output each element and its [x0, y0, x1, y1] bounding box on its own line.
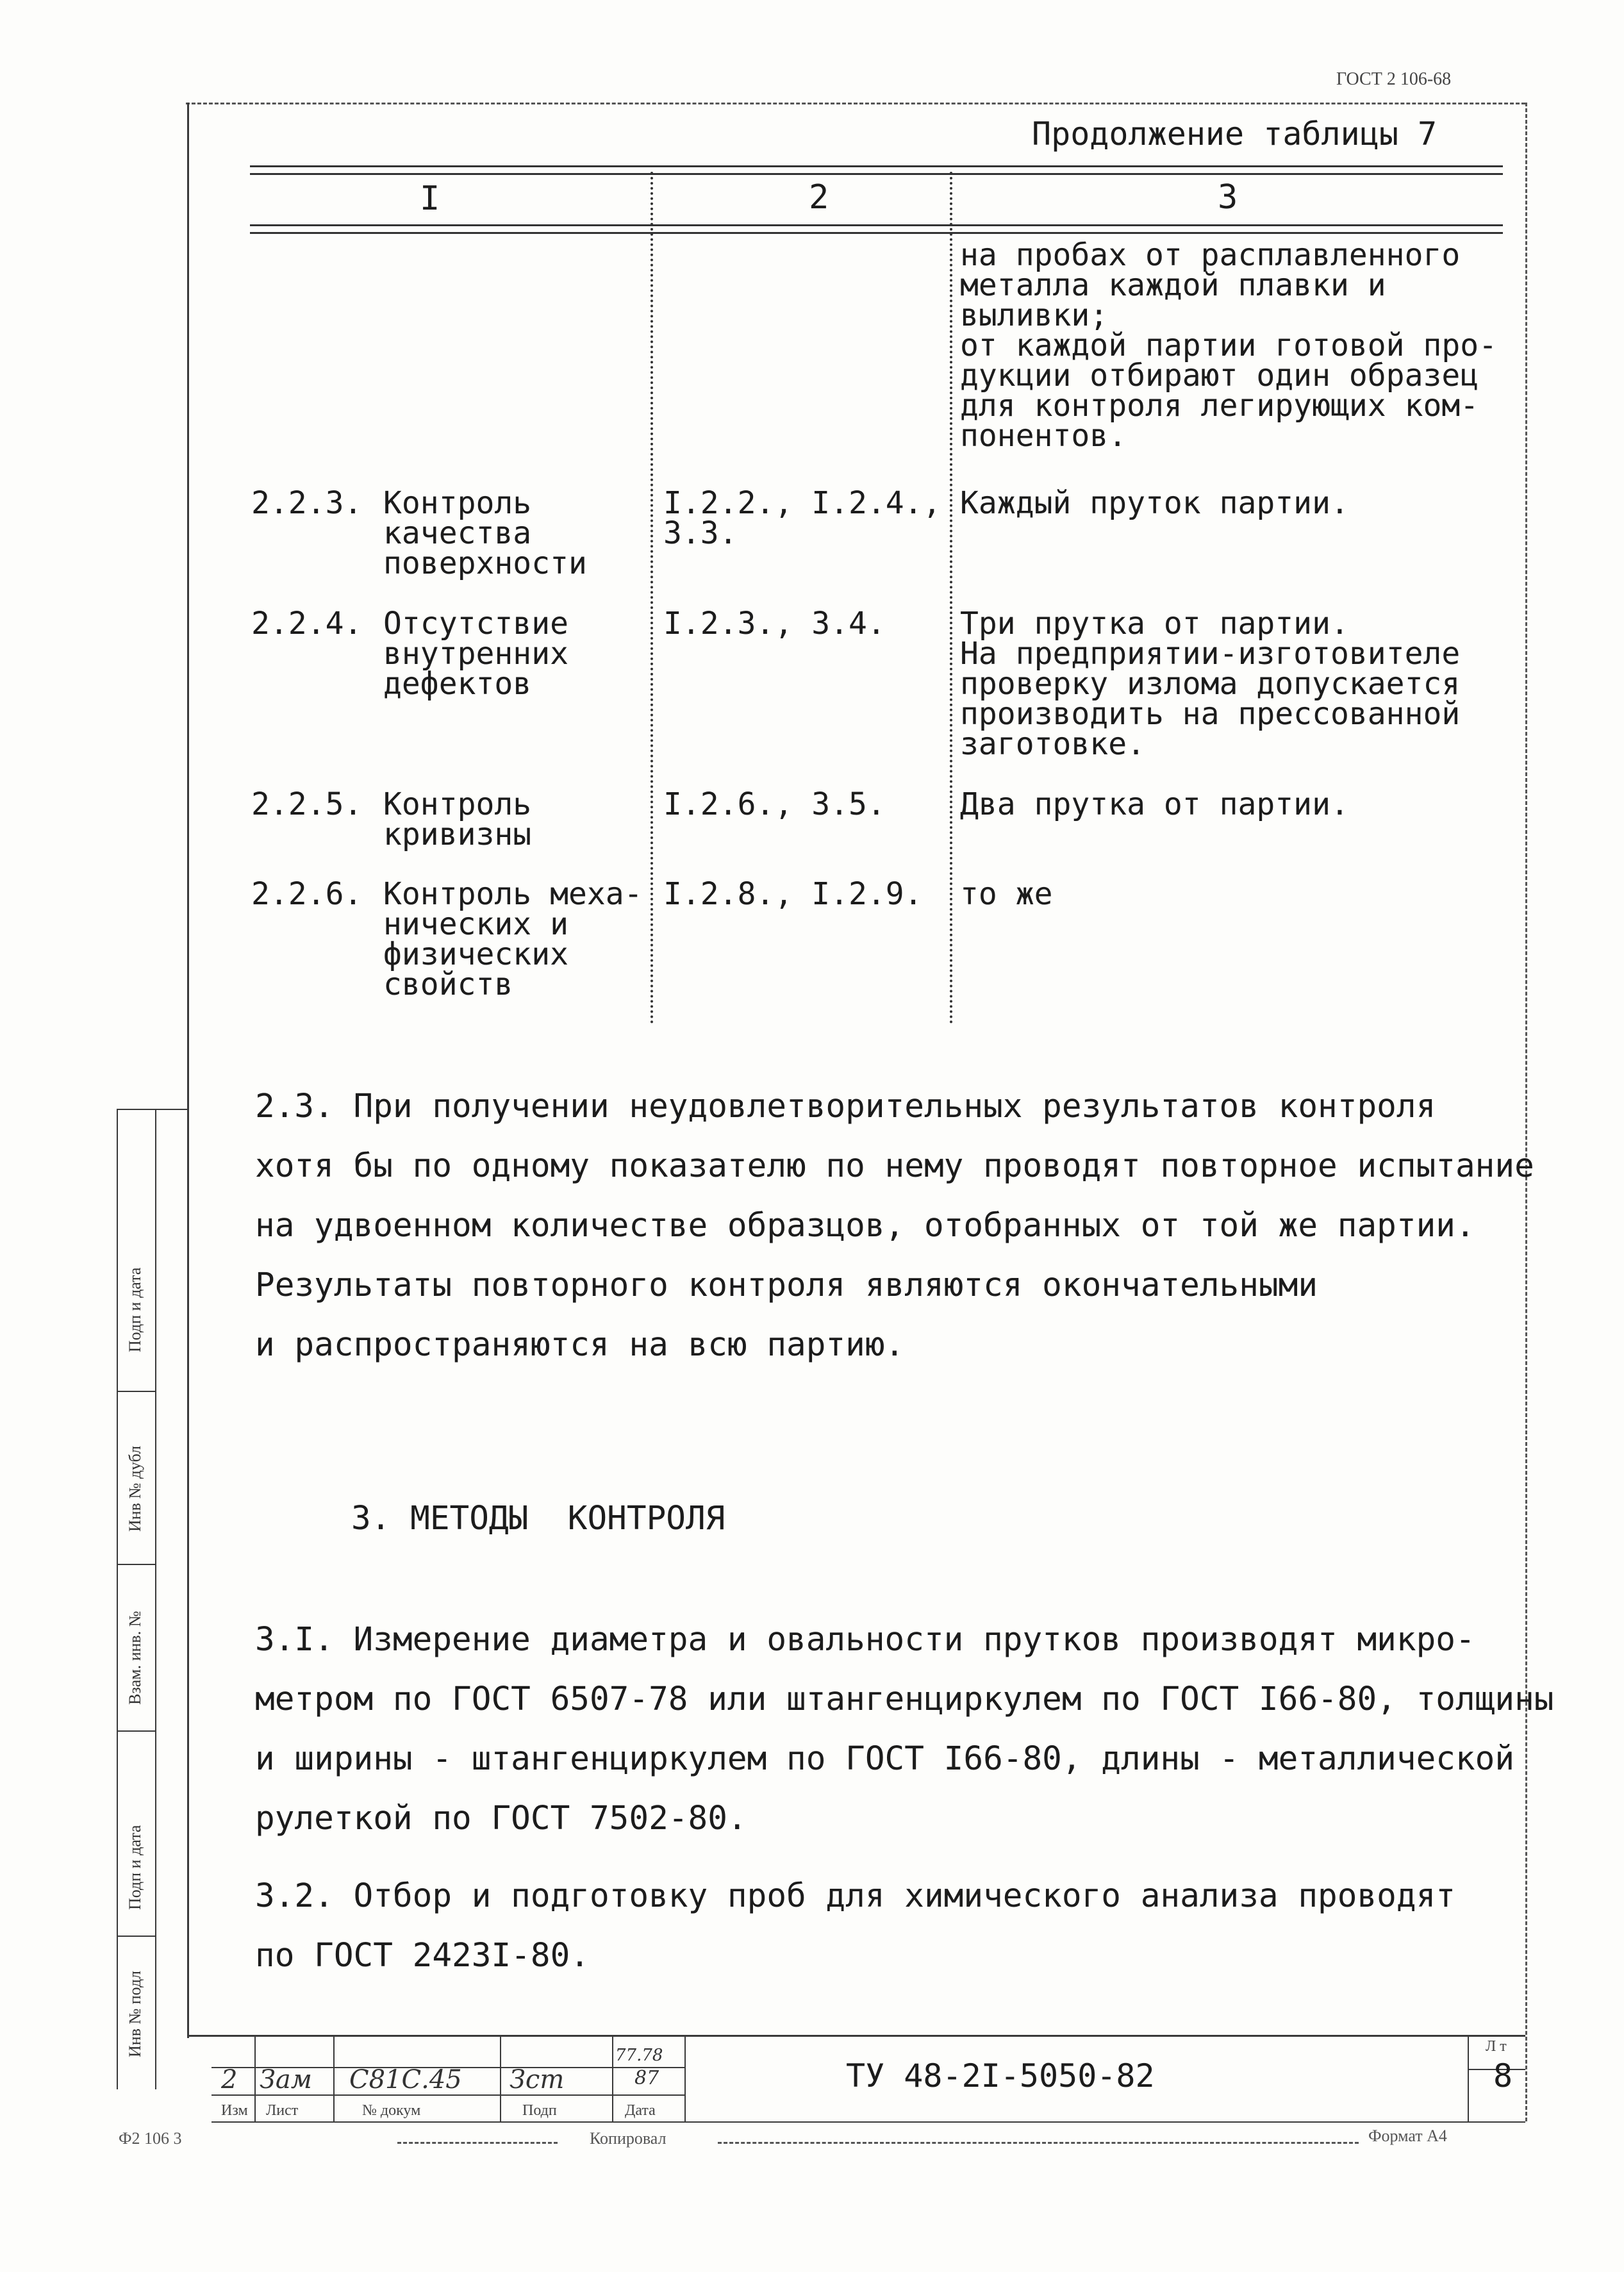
document-designation: ТУ 48-2I-5050-82 — [846, 2057, 1155, 2094]
margin-divider — [117, 1564, 155, 1565]
paragraph-line: хотя бы по одному показателю по нему проводят повторное испытание — [255, 1147, 1534, 1185]
title-block-row — [211, 2094, 686, 2096]
cell-text: свойств — [383, 966, 513, 1002]
form-number: Ф2 106 3 — [119, 2129, 182, 2148]
cell-text: физических — [383, 936, 568, 972]
paper-format: Формат А4 — [1368, 2127, 1447, 2145]
margin-label: Инв № дубл — [126, 1445, 144, 1532]
frame-left — [187, 103, 189, 2038]
paragraph-line: по ГОСТ 2423I-80. — [255, 1937, 590, 1975]
cell-text: Каждый пруток партии. — [960, 485, 1349, 521]
handwritten-entry: 77.78 — [615, 2046, 663, 2065]
title-block-label: Изм — [221, 2102, 248, 2119]
margin-label: Подп и дата — [126, 1267, 144, 1352]
column-header-3: 3 — [1218, 178, 1238, 217]
copied-by-label: Копировал — [590, 2129, 667, 2148]
cell-text: I.2.8., I.2.9. — [663, 876, 923, 912]
table-row-number: 2.2.4. — [251, 606, 363, 642]
table-row-note — [960, 786, 1349, 822]
section-2-3 — [255, 1077, 1534, 1375]
paragraph-line: на удвоенном количестве образцов, отобранных от той же партии. — [255, 1207, 1475, 1245]
title-block-col — [1468, 2035, 1469, 2121]
cell-text: 3.3. — [663, 515, 738, 551]
title-block-col — [333, 2035, 335, 2121]
table-row-refs — [663, 876, 923, 912]
cell-text: На предприятии-изготовителе — [960, 636, 1461, 672]
paragraph-line: 3.2. Отбор и подготовку проб для химического анализа проводят — [255, 1877, 1455, 1915]
title-block-label: Дата — [625, 2102, 656, 2119]
table-rule-header-bottom — [250, 224, 1503, 234]
cell-text: Отсутствие — [383, 606, 568, 642]
table-row-name — [383, 485, 587, 581]
handwritten-entry: С81С.45 — [349, 2065, 462, 2094]
margin-divider — [117, 1936, 155, 1937]
cell-text: кривизны — [383, 817, 532, 852]
cell-text: на пробах от расплавленного — [960, 237, 1461, 273]
gost-code: ГОСТ 2 106-68 — [1336, 69, 1452, 89]
cell-text: понентов. — [960, 418, 1127, 454]
paragraph-line: 3.I. Измерение диаметра и овальности прутков производят микро- — [255, 1621, 1475, 1659]
table-continuation-title: Продолжение таблицы 7 — [1032, 115, 1438, 153]
column-header-2: 2 — [809, 178, 829, 217]
cell-text: внутренних — [383, 636, 568, 672]
title-block-col — [500, 2035, 501, 2121]
margin-label: Инв № подл — [126, 1970, 144, 2057]
section-3-1 — [255, 1610, 1554, 1848]
title-block-col — [254, 2035, 256, 2121]
cell-text: дефектов — [383, 666, 532, 702]
column-separator-1 — [650, 172, 653, 1024]
table-row-number: 2.2.6. — [251, 876, 363, 912]
title-block-col — [612, 2035, 613, 2121]
margin-line — [155, 1109, 156, 2089]
cell-text: дукции отбирают один образец — [960, 358, 1479, 394]
sheet-label: Л т — [1486, 2038, 1507, 2055]
table-row-number: 2.2.3. — [251, 485, 363, 521]
table-row-name — [383, 786, 532, 852]
cell-text: I.2.3., 3.4. — [663, 606, 886, 642]
paragraph-line: Результаты повторного контроля являются окончательными — [255, 1266, 1318, 1304]
table-continued-cell — [960, 237, 1498, 454]
margin-divider — [117, 1109, 187, 1110]
title-block-label: Подп — [522, 2102, 557, 2119]
handwritten-entry: 87 — [634, 2067, 659, 2089]
section-3-2 — [255, 1866, 1455, 1986]
margin-label: Взам. инв. № — [126, 1611, 144, 1705]
table-row-number: 2.2.5. — [251, 786, 363, 822]
margin-label: Подп и дата — [126, 1825, 144, 1910]
table-row-name — [383, 876, 643, 1002]
cell-text: Контроль меха- — [383, 876, 643, 912]
footer-rule — [397, 2142, 558, 2144]
cell-text: выливки; — [960, 297, 1109, 333]
cell-text: от каждой партии готовой про- — [960, 328, 1498, 363]
table-row-note — [960, 876, 1053, 912]
paragraph-line: 2.3. При получении неудовлетворительных результатов контроля — [255, 1088, 1436, 1125]
paragraph-line: и распространяются на всю партию. — [255, 1326, 905, 1364]
paragraph-line: и ширины - штангенциркулем по ГОСТ I66-80, длины - металлической — [255, 1740, 1515, 1778]
table-row-name — [383, 606, 568, 702]
cell-text: проверку излома допускается — [960, 666, 1461, 702]
cell-text: нических и — [383, 906, 568, 942]
handwritten-entry: Зст — [510, 2065, 565, 2094]
cell-text: то же — [960, 876, 1053, 912]
cell-text: заготовке. — [960, 726, 1145, 762]
title-block-col — [684, 2035, 686, 2121]
section-3-heading: 3. МЕТОДЫ КОНТРОЛЯ — [351, 1500, 725, 1538]
cell-text: для контроля легирующих ком- — [960, 388, 1479, 424]
cell-text: производить на прессованной — [960, 696, 1461, 732]
cell-text: поверхности — [383, 545, 587, 581]
margin-divider — [117, 1391, 155, 1392]
sheet-number: 8 — [1493, 2057, 1513, 2094]
table-row-note — [960, 485, 1349, 521]
column-header-1: I — [420, 179, 440, 218]
handwritten-entry: Зам — [260, 2065, 312, 2094]
frame-top — [186, 103, 1525, 104]
cell-text: Контроль — [383, 485, 532, 521]
margin-line — [117, 1109, 118, 2089]
cell-text: Контроль — [383, 786, 532, 822]
cell-text: I.2.2., I.2.4., — [663, 485, 941, 521]
table-row-refs — [663, 485, 941, 551]
table-row-refs — [663, 786, 886, 822]
title-block-bottom — [211, 2121, 1525, 2123]
table-row-note — [960, 606, 1461, 762]
paragraph-line: рулеткой по ГОСТ 7502-80. — [255, 1800, 747, 1837]
cell-text: I.2.6., 3.5. — [663, 786, 886, 822]
title-block-label: № докум — [362, 2102, 421, 2119]
cell-text: Два прутка от партии. — [960, 786, 1349, 822]
cell-text: Три прутка от партии. — [960, 606, 1349, 642]
title-block-top — [187, 2035, 1525, 2037]
footer-rule — [718, 2142, 1359, 2144]
cell-text: металла каждой плавки и — [960, 267, 1386, 303]
margin-divider — [117, 1730, 155, 1732]
handwritten-entry: 2 — [221, 2065, 238, 2094]
paragraph-line: метром по ГОСТ 6507-78 или штангенциркулем по ГОСТ I66-80, толщины — [255, 1680, 1554, 1718]
table-rule-top — [250, 165, 1503, 175]
title-block-label: Лист — [266, 2102, 299, 2119]
cell-text: качества — [383, 515, 532, 551]
column-separator-2 — [950, 172, 952, 1024]
table-row-refs — [663, 606, 886, 642]
